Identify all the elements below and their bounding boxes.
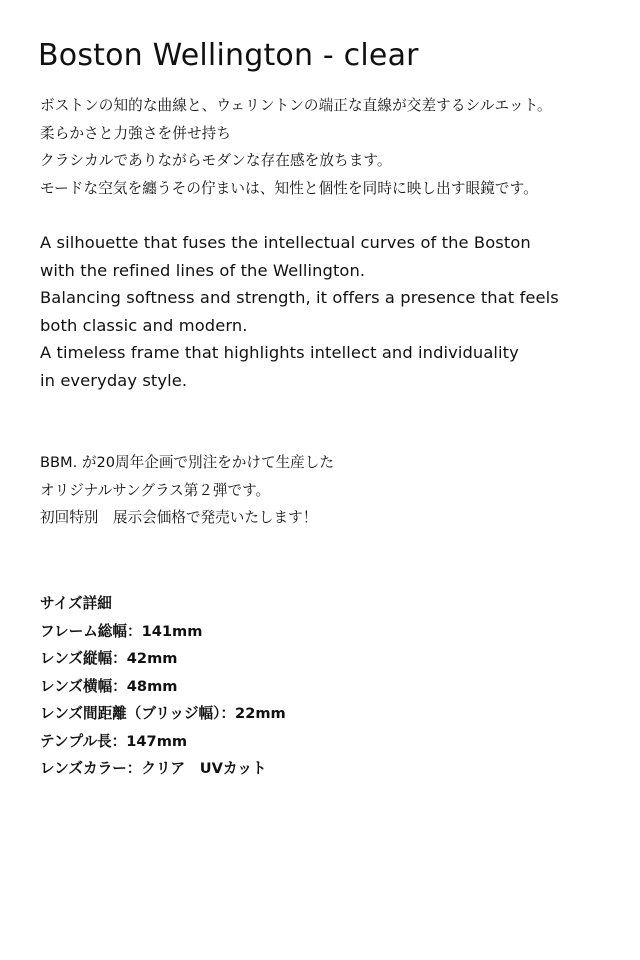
japanese-description-line: クラシカルでありながらモダンな存在感を放ちます。 [40, 152, 392, 169]
spec-lens-height: レンズ縦幅：42mm [40, 650, 178, 667]
spec-temple-length: テンプル長：147mm [40, 732, 188, 750]
english-description-line: Balancing softness and strength, it offers a presence that feels [40, 288, 559, 307]
japanese-description [40, 92, 552, 202]
size-details-heading: サイズ詳細 [40, 595, 112, 612]
bbm-note-line: オリジナルサングラス第２弾です。 [40, 481, 271, 499]
bbm-note-line: 初回特別 展示会価格で発売いたします！ [40, 509, 318, 526]
spec-lens-width: レンズ横幅：48mm [40, 677, 178, 695]
japanese-description-line: 柔らかさと力強さを併せ持ち [40, 124, 232, 142]
japanese-description-line: ボストンの知的な曲線と、ウェリントンの端正な直線が交差するシルエット。 [40, 97, 552, 114]
english-description [40, 229, 559, 394]
english-description-line: both classic and modern. [40, 315, 248, 335]
english-description-line: in everyday style. [40, 370, 188, 390]
spec-lens-color: レンズカラー：クリア UVカット [40, 760, 267, 777]
product-title: Boston Wellington - clear [38, 38, 419, 73]
english-description-line: with the refined lines of the Wellington. [40, 260, 366, 280]
english-description-line: A silhouette that fuses the intellectual curves of the Boston [40, 233, 531, 252]
bbm-note-line: BBM. が20周年企画で別注をかけて生産した [40, 454, 334, 471]
spec-frame-width: フレーム総幅：141mm [40, 622, 203, 640]
english-description-line: A timeless frame that highlights intellect and individuality [40, 343, 519, 362]
bbm-special-order-note [40, 449, 334, 532]
japanese-description-line: モードな空気を纏うその佇まいは、知性と個性を同時に映し出す眼鏡です。 [40, 179, 538, 197]
spec-bridge-width: レンズ間距離（ブリッジ幅）：22mm [40, 705, 286, 722]
size-details [40, 590, 286, 783]
